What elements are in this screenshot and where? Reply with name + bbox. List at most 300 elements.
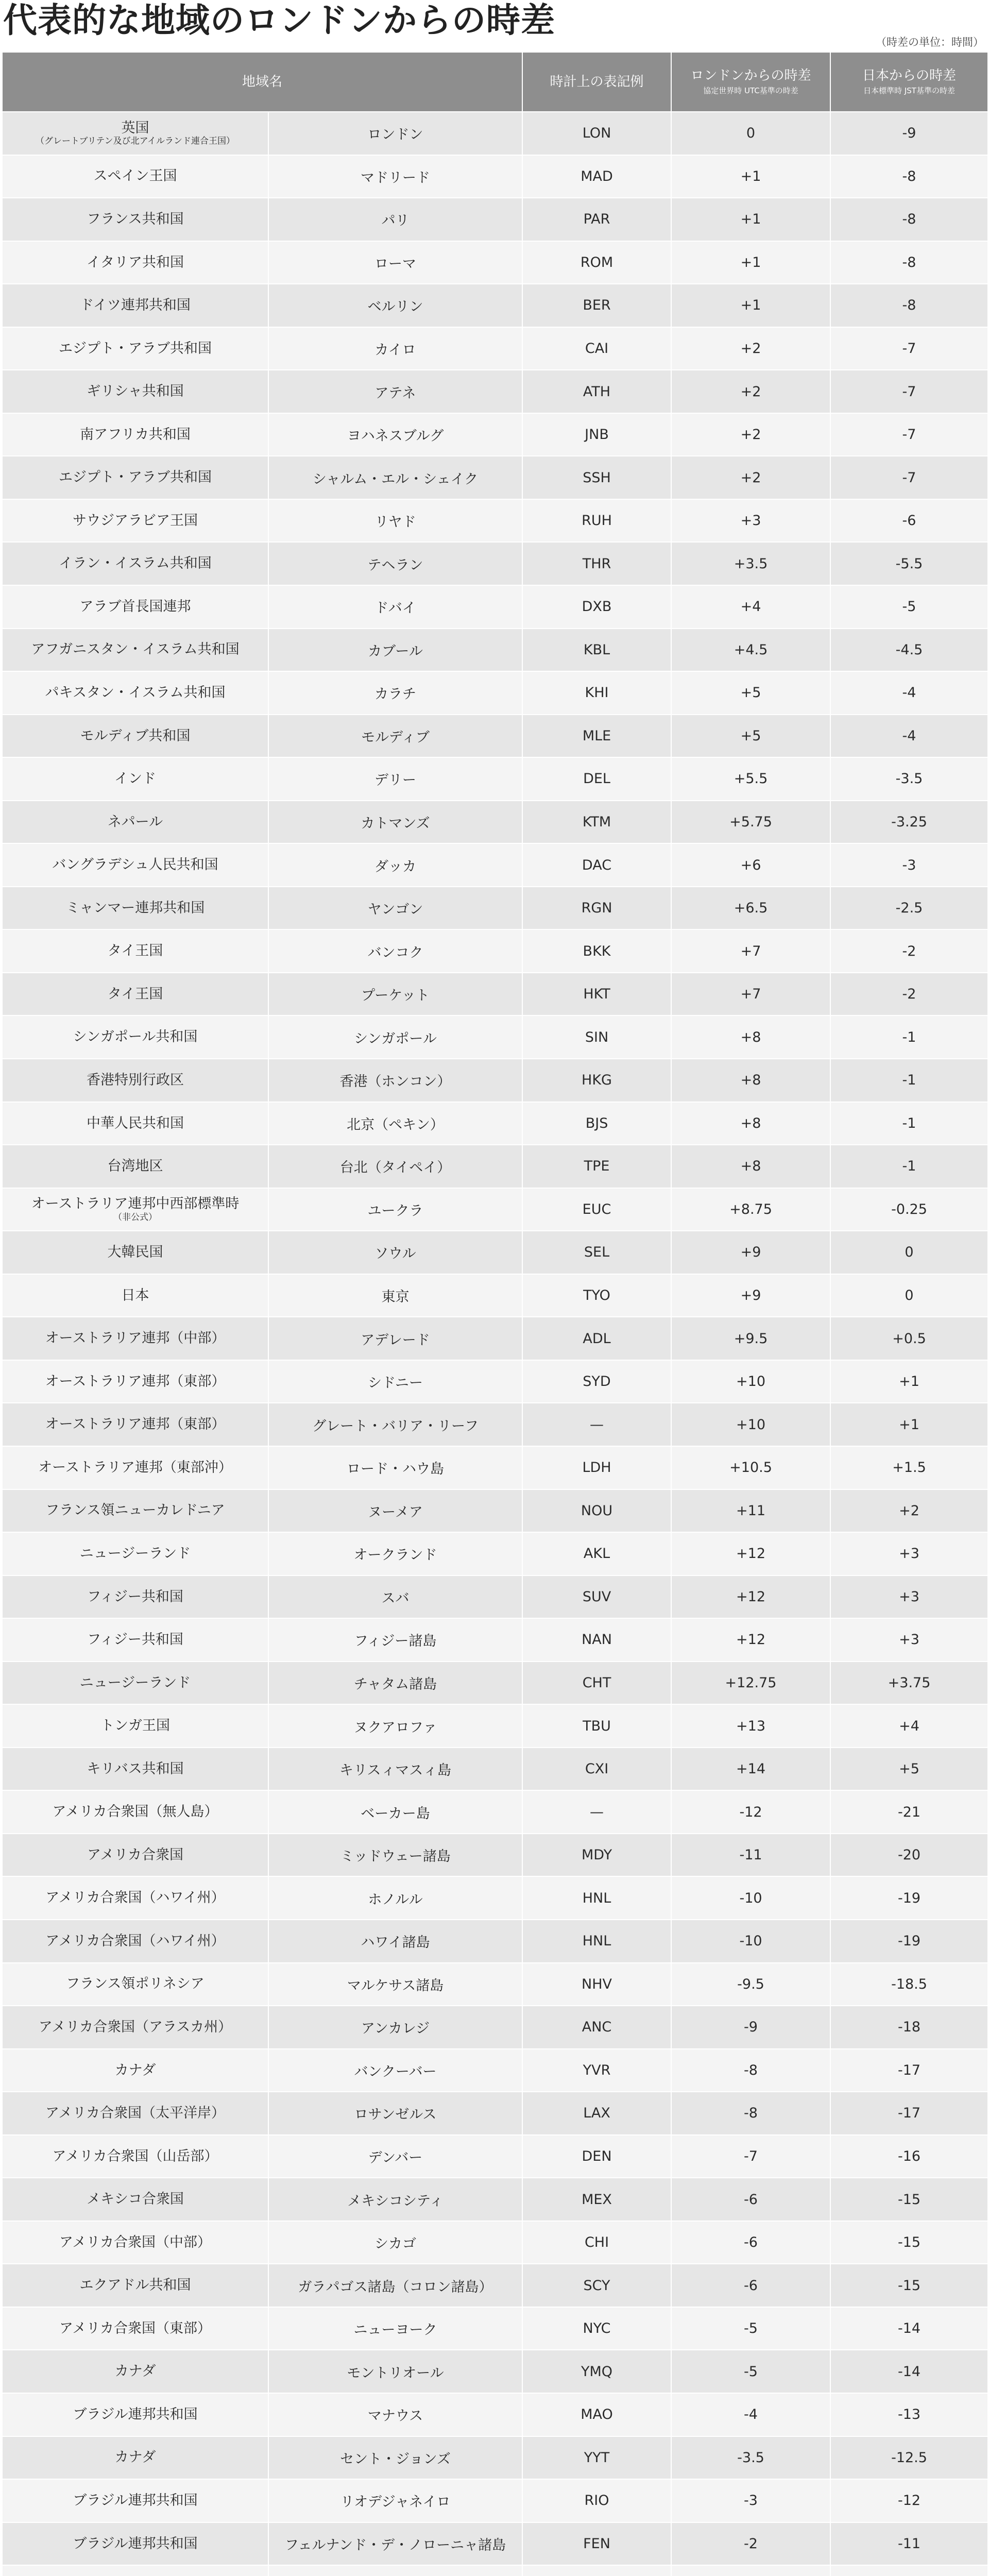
time-difference-table bbox=[2, 52, 988, 2576]
region-name: アラブ首長国連邦 bbox=[79, 598, 191, 615]
table-body bbox=[2, 112, 988, 2576]
code-cell: MAD bbox=[522, 155, 671, 198]
header-japan-label: 日本からの時差 bbox=[862, 68, 957, 84]
region-name: アメリカ合衆国（ハワイ州） bbox=[45, 1933, 225, 1949]
region-name: フランス共和国 bbox=[87, 211, 184, 228]
header-japan bbox=[830, 52, 988, 112]
city-cell: ヨハネスブルグ bbox=[268, 413, 522, 456]
japan-diff-cell: -7 bbox=[830, 327, 988, 370]
city-cell: ヌーメア bbox=[268, 1489, 522, 1533]
code-cell: MAO bbox=[522, 2393, 671, 2436]
japan-diff-cell: -19 bbox=[830, 1876, 988, 1920]
region-cell bbox=[2, 198, 268, 241]
london-diff-cell: +2 bbox=[671, 456, 830, 499]
region-cell bbox=[2, 1360, 268, 1403]
code-cell: JNB bbox=[522, 413, 671, 456]
code-cell: MLE bbox=[522, 715, 671, 758]
region-cell bbox=[2, 2479, 268, 2522]
city-cell: バンクーバー bbox=[268, 2049, 522, 2092]
table-row bbox=[2, 2006, 988, 2049]
london-diff-cell: +6 bbox=[671, 843, 830, 887]
london-diff-cell: -8 bbox=[671, 2049, 830, 2092]
region-name: アメリカ合衆国（アラスカ州） bbox=[38, 2019, 232, 2035]
london-diff-cell: -3 bbox=[671, 2479, 830, 2522]
code-cell: DXB bbox=[522, 585, 671, 629]
london-diff-cell: +9.5 bbox=[671, 1317, 830, 1360]
code-cell: — bbox=[522, 1403, 671, 1446]
city-cell: アンカレジ bbox=[268, 2006, 522, 2049]
code-cell: RIO bbox=[522, 2479, 671, 2522]
japan-diff-cell: +5 bbox=[830, 1748, 988, 1791]
table-row bbox=[2, 1489, 988, 1533]
london-diff-cell: +1 bbox=[671, 284, 830, 327]
london-diff-cell: +3.5 bbox=[671, 542, 830, 585]
city-cell: ヌクアロファ bbox=[268, 1704, 522, 1748]
london-diff-cell: +12 bbox=[671, 1618, 830, 1662]
japan-diff-cell: -2 bbox=[830, 929, 988, 973]
london-diff-cell: -10 bbox=[671, 1920, 830, 1963]
city-cell: アテネ bbox=[268, 370, 522, 413]
japan-diff-cell: -18.5 bbox=[830, 1963, 988, 2006]
table-row bbox=[2, 198, 988, 241]
table-row bbox=[2, 1704, 988, 1748]
region-name: ニュージーランド bbox=[79, 1674, 191, 1691]
region-cell bbox=[2, 2393, 268, 2436]
london-diff-cell: +8 bbox=[671, 1059, 830, 1102]
london-diff-cell: 0 bbox=[671, 112, 830, 155]
code-cell: SEL bbox=[522, 1231, 671, 1274]
region-name: 香港特別行政区 bbox=[87, 1072, 184, 1088]
japan-diff-cell: -6 bbox=[830, 499, 988, 543]
city-cell: ロサンゼルス bbox=[268, 2092, 522, 2135]
city-cell: テヘラン bbox=[268, 542, 522, 585]
region-name: スペイン王国 bbox=[93, 168, 177, 184]
table-row bbox=[2, 2393, 988, 2436]
table-row bbox=[2, 241, 988, 284]
region-name: シンガポール共和国 bbox=[73, 1029, 198, 1045]
london-diff-cell: -5 bbox=[671, 2350, 830, 2393]
region-cell bbox=[2, 284, 268, 327]
city-cell: 香港（ホンコン） bbox=[268, 1059, 522, 1102]
code-cell: SCY bbox=[522, 2264, 671, 2307]
city-cell: プーケット bbox=[268, 973, 522, 1016]
page-title: 代表的な地域のロンドンからの時差 bbox=[3, 1, 555, 40]
japan-diff-cell: -8 bbox=[830, 241, 988, 284]
japan-diff-cell: -3.25 bbox=[830, 801, 988, 844]
japan-diff-cell: +4 bbox=[830, 1704, 988, 1748]
code-cell: HKG bbox=[522, 1059, 671, 1102]
region-name: ミャンマー連邦共和国 bbox=[65, 900, 205, 916]
region-cell bbox=[2, 1102, 268, 1145]
code-cell: NHV bbox=[522, 1963, 671, 2006]
region-name: ニュージーランド bbox=[79, 1545, 191, 1562]
japan-diff-cell: -17 bbox=[830, 2092, 988, 2135]
japan-diff-cell: -11 bbox=[830, 2522, 988, 2566]
region-cell bbox=[2, 1059, 268, 1102]
city-cell: ベーカー島 bbox=[268, 1790, 522, 1834]
city-cell: 台北（タイペイ） bbox=[268, 1145, 522, 1188]
code-cell: CHT bbox=[522, 1662, 671, 1705]
region-cell bbox=[2, 629, 268, 672]
region-cell bbox=[2, 1704, 268, 1748]
region-cell bbox=[2, 1532, 268, 1575]
region-name: アメリカ合衆国（ハワイ州） bbox=[45, 1890, 225, 1906]
japan-diff-cell: +3 bbox=[830, 1532, 988, 1575]
region-cell bbox=[2, 456, 268, 499]
london-diff-cell: +11 bbox=[671, 1489, 830, 1533]
region-name: エジプト・アラブ共和国 bbox=[59, 469, 212, 486]
london-diff-cell: +7 bbox=[671, 929, 830, 973]
japan-diff-cell: -16 bbox=[830, 2135, 988, 2178]
region-cell bbox=[2, 1403, 268, 1446]
table-row bbox=[2, 2350, 988, 2393]
japan-diff-cell: -5 bbox=[830, 585, 988, 629]
london-diff-cell: +1 bbox=[671, 155, 830, 198]
code-cell: — bbox=[522, 1790, 671, 1834]
table-row bbox=[2, 1662, 988, 1705]
japan-diff-cell: -7 bbox=[830, 456, 988, 499]
region-cell bbox=[2, 671, 268, 715]
code-cell: THR bbox=[522, 542, 671, 585]
city-cell: パリ bbox=[268, 198, 522, 241]
region-cell bbox=[2, 2565, 268, 2576]
code-cell: AKL bbox=[522, 1532, 671, 1575]
region-name: 大韓民国 bbox=[107, 1244, 163, 1261]
region-cell bbox=[2, 801, 268, 844]
london-diff-cell: +8 bbox=[671, 1015, 830, 1059]
japan-diff-cell: -20 bbox=[830, 1834, 988, 1877]
header-london bbox=[671, 52, 830, 112]
japan-diff-cell: -15 bbox=[830, 2178, 988, 2221]
london-diff-cell: +10 bbox=[671, 1360, 830, 1403]
region-cell bbox=[2, 973, 268, 1016]
table-row bbox=[2, 327, 988, 370]
table-row bbox=[2, 1059, 988, 1102]
region-cell bbox=[2, 585, 268, 629]
table-row bbox=[2, 1963, 988, 2006]
london-diff-cell: +13 bbox=[671, 1704, 830, 1748]
code-cell: MDY bbox=[522, 1834, 671, 1877]
table-row bbox=[2, 1317, 988, 1360]
region-name: オーストラリア連邦中西部標準時 bbox=[31, 1196, 240, 1212]
london-diff-cell: +10.5 bbox=[671, 1446, 830, 1489]
table-row bbox=[2, 2135, 988, 2178]
code-cell: SYD bbox=[522, 1360, 671, 1403]
region-cell bbox=[2, 1575, 268, 1619]
japan-diff-cell: -8 bbox=[830, 198, 988, 241]
japan-diff-cell: -1 bbox=[830, 1059, 988, 1102]
london-diff-cell: +4 bbox=[671, 585, 830, 629]
region-name: 台湾地区 bbox=[107, 1158, 163, 1175]
code-cell: DAC bbox=[522, 843, 671, 887]
london-diff-cell: +9 bbox=[671, 1274, 830, 1317]
japan-diff-cell: -1 bbox=[830, 1145, 988, 1188]
region-subname: （グレートブリテン及び北アイルランド連合王国） bbox=[35, 136, 235, 147]
region-name: モルディブ共和国 bbox=[80, 727, 191, 744]
london-diff-cell: -11 bbox=[671, 1834, 830, 1877]
city-cell: モルディブ bbox=[268, 715, 522, 758]
london-diff-cell: -9.5 bbox=[671, 1963, 830, 2006]
region-name: オーストラリア連邦（東部） bbox=[45, 1416, 226, 1433]
region-cell bbox=[2, 2006, 268, 2049]
region-cell bbox=[2, 1489, 268, 1533]
city-cell: セント・ジョンズ bbox=[268, 2436, 522, 2480]
city-cell: ダッカ bbox=[268, 843, 522, 887]
city-cell: ミッドウェー諸島 bbox=[268, 1834, 522, 1877]
city-cell: バンコク bbox=[268, 929, 522, 973]
region-cell bbox=[2, 499, 268, 543]
london-diff-cell: +1 bbox=[671, 241, 830, 284]
region-cell bbox=[2, 2178, 268, 2221]
code-cell: CXI bbox=[522, 1748, 671, 1791]
region-cell bbox=[2, 155, 268, 198]
japan-diff-cell: -12 bbox=[830, 2479, 988, 2522]
code-cell: TYO bbox=[522, 1274, 671, 1317]
region-cell bbox=[2, 2092, 268, 2135]
code-cell: LAX bbox=[522, 2092, 671, 2135]
region-cell bbox=[2, 241, 268, 284]
region-name: ドイツ連邦共和国 bbox=[80, 297, 191, 314]
japan-diff-cell: -5.5 bbox=[830, 542, 988, 585]
japan-diff-cell: -19 bbox=[830, 1920, 988, 1963]
city-cell: デリー bbox=[268, 757, 522, 801]
region-cell bbox=[2, 327, 268, 370]
region-cell bbox=[2, 2264, 268, 2307]
london-diff-cell: +14 bbox=[671, 1748, 830, 1791]
city-cell: スバ bbox=[268, 1575, 522, 1619]
japan-diff-cell: -4 bbox=[830, 671, 988, 715]
region-name: オーストラリア連邦（中部） bbox=[45, 1330, 226, 1347]
london-diff-cell: -8 bbox=[671, 2092, 830, 2135]
city-cell: 北京（ペキン） bbox=[268, 1102, 522, 1145]
london-diff-cell: +8 bbox=[671, 1102, 830, 1145]
table-row bbox=[2, 843, 988, 887]
table-row bbox=[2, 929, 988, 973]
region-cell bbox=[2, 2135, 268, 2178]
london-diff-cell: +5 bbox=[671, 715, 830, 758]
region-name: カナダ bbox=[114, 2363, 156, 2380]
region-cell bbox=[2, 112, 268, 155]
code-cell bbox=[522, 2565, 671, 2576]
region-cell bbox=[2, 1446, 268, 1489]
city-cell: ローマ bbox=[268, 241, 522, 284]
london-diff-cell: -6 bbox=[671, 2221, 830, 2264]
city-cell: アデレード bbox=[268, 1317, 522, 1360]
city-cell: カラチ bbox=[268, 671, 522, 715]
japan-diff-cell: 0 bbox=[830, 1231, 988, 1274]
london-diff-cell: -3.5 bbox=[671, 2436, 830, 2480]
table-row bbox=[2, 1790, 988, 1834]
london-diff-cell: -4 bbox=[671, 2393, 830, 2436]
code-cell: EUC bbox=[522, 1188, 671, 1231]
code-cell: ROM bbox=[522, 241, 671, 284]
region-name: アメリカ合衆国（無人島） bbox=[52, 1804, 218, 1820]
table-row bbox=[2, 1102, 988, 1145]
region-name: 南アフリカ共和国 bbox=[80, 426, 191, 443]
region-name: ブラジル連邦共和国 bbox=[73, 2535, 198, 2552]
table-row bbox=[2, 1618, 988, 1662]
region-name: カナダ bbox=[114, 2449, 156, 2466]
region-name: パキスタン・イスラム共和国 bbox=[45, 685, 226, 701]
region-cell bbox=[2, 413, 268, 456]
table-row bbox=[2, 1532, 988, 1575]
london-diff-cell: +2 bbox=[671, 327, 830, 370]
table-row bbox=[2, 542, 988, 585]
table-row bbox=[2, 2092, 988, 2135]
japan-diff-cell: -12.5 bbox=[830, 2436, 988, 2480]
table-row bbox=[2, 2264, 988, 2307]
region-name: オーストラリア連邦（東部） bbox=[45, 1373, 226, 1389]
code-cell: DEN bbox=[522, 2135, 671, 2178]
code-cell: TBU bbox=[522, 1704, 671, 1748]
table-row bbox=[2, 2049, 988, 2092]
london-diff-cell: -6 bbox=[671, 2178, 830, 2221]
code-cell: CAI bbox=[522, 327, 671, 370]
city-cell: シンガポール bbox=[268, 1015, 522, 1059]
table-header-row bbox=[2, 52, 988, 112]
london-diff-cell: +4.5 bbox=[671, 629, 830, 672]
region-name: タイ王国 bbox=[107, 986, 163, 1002]
japan-diff-cell: +3.75 bbox=[830, 1662, 988, 1705]
city-cell bbox=[268, 2565, 522, 2576]
region-name: アメリカ合衆国（中部） bbox=[59, 2234, 212, 2250]
code-cell: YVR bbox=[522, 2049, 671, 2092]
region-cell bbox=[2, 1015, 268, 1059]
code-cell: DEL bbox=[522, 757, 671, 801]
japan-diff-cell: -2.5 bbox=[830, 887, 988, 930]
table-row bbox=[2, 1188, 988, 1231]
london-diff-cell: -6 bbox=[671, 2264, 830, 2307]
japan-diff-cell: +1 bbox=[830, 1360, 988, 1403]
city-cell: チャタム諸島 bbox=[268, 1662, 522, 1705]
city-cell: ドバイ bbox=[268, 585, 522, 629]
region-name: ギリシャ共和国 bbox=[87, 383, 184, 400]
table-row bbox=[2, 1274, 988, 1317]
region-cell bbox=[2, 2522, 268, 2566]
city-cell: シカゴ bbox=[268, 2221, 522, 2264]
region-name: エクアドル共和国 bbox=[79, 2277, 191, 2294]
header-london-label: ロンドンからの時差 bbox=[690, 68, 811, 84]
table-row bbox=[2, 1575, 988, 1619]
japan-diff-cell: -18 bbox=[830, 2006, 988, 2049]
code-cell: BKK bbox=[522, 929, 671, 973]
header-london-sub: 協定世界時 UTC基準の時差 bbox=[703, 86, 798, 96]
code-cell: BJS bbox=[522, 1102, 671, 1145]
city-cell: ロード・ハウ島 bbox=[268, 1446, 522, 1489]
japan-diff-cell: -9 bbox=[830, 112, 988, 155]
table-row bbox=[2, 973, 988, 1016]
table-row bbox=[2, 499, 988, 543]
city-cell: オークランド bbox=[268, 1532, 522, 1575]
japan-diff-cell: +1 bbox=[830, 1403, 988, 1446]
region-cell bbox=[2, 1274, 268, 1317]
region-cell bbox=[2, 1317, 268, 1360]
code-cell: HNL bbox=[522, 1920, 671, 1963]
region-cell bbox=[2, 2436, 268, 2480]
region-name: エジプト・アラブ共和国 bbox=[59, 340, 212, 357]
london-diff-cell: +8 bbox=[671, 1145, 830, 1188]
region-name: フランス領ポリネシア bbox=[66, 1976, 204, 1992]
region-name: バングラデシュ人民共和国 bbox=[52, 857, 218, 873]
table-row bbox=[2, 1920, 988, 1963]
table-row bbox=[2, 112, 988, 155]
region-name: サウジアラビア王国 bbox=[73, 512, 198, 529]
japan-diff-cell: +1.5 bbox=[830, 1446, 988, 1489]
code-cell: HNL bbox=[522, 1876, 671, 1920]
code-cell: ADL bbox=[522, 1317, 671, 1360]
region-cell bbox=[2, 1920, 268, 1963]
japan-diff-cell: 0 bbox=[830, 1274, 988, 1317]
region-name: アメリカ合衆国（東部） bbox=[59, 2320, 212, 2336]
table-row bbox=[2, 1834, 988, 1877]
region-name: イラン・イスラム共和国 bbox=[59, 555, 212, 572]
region-cell bbox=[2, 1662, 268, 1705]
table-row bbox=[2, 413, 988, 456]
japan-diff-cell: -1 bbox=[830, 1015, 988, 1059]
japan-diff-cell: -1 bbox=[830, 1102, 988, 1145]
japan-diff-cell: -14 bbox=[830, 2350, 988, 2393]
london-diff-cell: +5 bbox=[671, 671, 830, 715]
japan-diff-cell: -7 bbox=[830, 370, 988, 413]
table-row bbox=[2, 801, 988, 844]
london-diff-cell: -5 bbox=[671, 2307, 830, 2350]
region-cell bbox=[2, 2221, 268, 2264]
japan-diff-cell: -17 bbox=[830, 2049, 988, 2092]
table-row bbox=[2, 715, 988, 758]
table-row bbox=[2, 1015, 988, 1059]
london-diff-cell: +3 bbox=[671, 499, 830, 543]
london-diff-cell: +7 bbox=[671, 973, 830, 1016]
region-name: アメリカ合衆国（太平洋岸） bbox=[45, 2105, 226, 2122]
code-cell: LDH bbox=[522, 1446, 671, 1489]
code-cell: FEN bbox=[522, 2522, 671, 2566]
london-diff-cell: -2 bbox=[671, 2522, 830, 2566]
code-cell: SIN bbox=[522, 1015, 671, 1059]
city-cell: カイロ bbox=[268, 327, 522, 370]
code-cell: BER bbox=[522, 284, 671, 327]
code-cell: TPE bbox=[522, 1145, 671, 1188]
code-cell: LON bbox=[522, 112, 671, 155]
table-row bbox=[2, 1876, 988, 1920]
region-name: ブラジル連邦共和国 bbox=[73, 2406, 198, 2422]
japan-diff-cell: -3.5 bbox=[830, 757, 988, 801]
london-diff-cell: +10 bbox=[671, 1403, 830, 1446]
london-diff-cell: -10 bbox=[671, 1876, 830, 1920]
unit-note: （時差の単位：時間） bbox=[876, 36, 984, 48]
city-cell: カブール bbox=[268, 629, 522, 672]
city-cell: ユークラ bbox=[268, 1188, 522, 1231]
city-cell: カトマンズ bbox=[268, 801, 522, 844]
japan-diff-cell: -14 bbox=[830, 2307, 988, 2350]
region-cell bbox=[2, 929, 268, 973]
region-cell bbox=[2, 1963, 268, 2006]
code-cell: RUH bbox=[522, 499, 671, 543]
table-row bbox=[2, 629, 988, 672]
table-row bbox=[2, 155, 988, 198]
region-subname: （非公式） bbox=[113, 1212, 157, 1223]
london-diff-cell: +12 bbox=[671, 1532, 830, 1575]
city-cell: マルケサス諸島 bbox=[268, 1963, 522, 2006]
region-name: タイ王国 bbox=[107, 943, 163, 959]
region-name: アメリカ合衆国（山岳部） bbox=[52, 2148, 218, 2164]
city-cell: リヤド bbox=[268, 499, 522, 543]
london-diff-cell: +5.75 bbox=[671, 801, 830, 844]
table-row bbox=[2, 585, 988, 629]
region-name: アメリカ合衆国 bbox=[87, 1846, 184, 1863]
code-cell: KBL bbox=[522, 629, 671, 672]
code-cell: MEX bbox=[522, 2178, 671, 2221]
table-row bbox=[2, 2178, 988, 2221]
